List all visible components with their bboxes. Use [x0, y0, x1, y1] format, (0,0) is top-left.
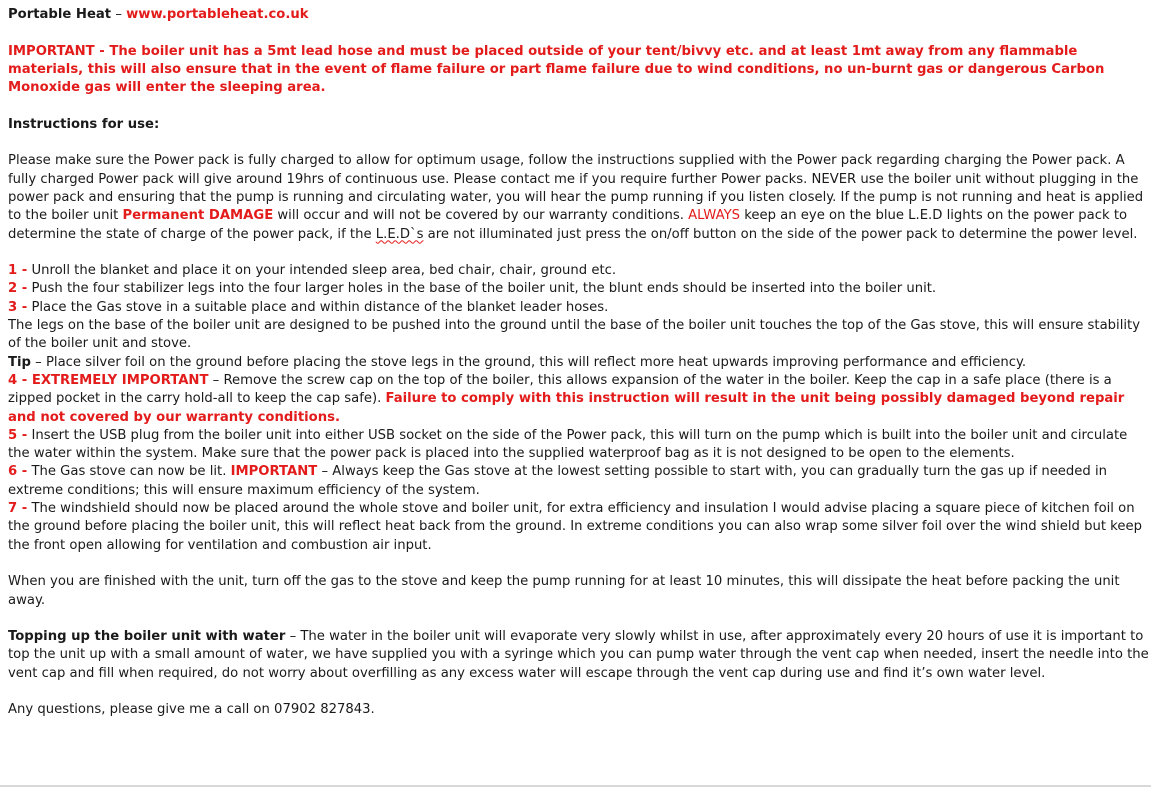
step-2	[8, 280, 1151, 298]
step-5	[8, 427, 1151, 464]
step-6-number: 6 -	[8, 464, 28, 480]
step-1-number: 1 -	[8, 263, 28, 279]
instructions-heading: Instructions for use:	[8, 116, 160, 132]
step-1	[8, 262, 1151, 280]
intro-text-3: keep an eye on the blue L.E.D lights on the power pack to determine the state of charge of the power pack, if the	[8, 208, 1128, 242]
step-3-text: Place the Gas stove in a suitable place and within distance of the blanket leader hoses.	[27, 299, 609, 315]
permanent-damage-warning: Permanent DAMAGE	[122, 208, 274, 224]
step-6-text-a: The Gas stove can now be lit.	[27, 464, 231, 480]
step-3-number: 3 -	[8, 299, 28, 315]
step-4	[8, 372, 1151, 427]
header-line	[8, 6, 1151, 24]
step-7	[8, 500, 1151, 555]
step-6-important: IMPORTANT	[230, 464, 318, 480]
step-4-label: 4 - EXTREMELY IMPORTANT	[8, 372, 209, 388]
step-6-text-b: – Always keep the Gas stove at the lowest setting possible to start with, you can gradually turn the gas up if needed in extreme conditions; this will ensure maximum efficiency of the system.	[8, 464, 1107, 498]
step-4-text: – Remove the screw cap on the top of the boiler, this allows expansion of the water in the boiler. Keep the cap in a safe place (there is a zipped pocket in the carry hold-all to keep the cap safe).	[8, 372, 1112, 407]
step-7-number: 7 -	[8, 501, 28, 517]
step-3	[8, 299, 1151, 317]
tip-text: – Place silver foil on the ground before placing the stove legs in the ground, this will reflect more heat upwards improving performance and efficiency.	[30, 354, 1027, 370]
leds-word: L.E.D`s	[375, 226, 424, 242]
topping-text: – The water in the boiler unit will evaporate very slowly whilst in use, after approximately every 20 hours of use it is important to top the unit up with a small amount of water, we have supplied you with a syringe which you can pump water through the vent cap when needed, insert the needle into the vent cap and fill when required, do not worry about overfilling as any excess water will escape through the vent cap during use and find it’s own water level.	[8, 629, 1149, 681]
step-6	[8, 463, 1151, 500]
finish-paragraph: When you are finished with the unit, turn off the gas to the stove and keep the pump running for at least 10 minutes, this will dissipate the heat before packing the unit away.	[8, 574, 1120, 608]
tip-line	[8, 354, 1151, 372]
brand-name: Portable Heat	[8, 7, 112, 22]
step-7-text: The windshield should now be placed around the whole stove and boiler unit, for extra efficiency and insulation I would advise placing a square piece of kitchen foil on the ground before placing the boiler unit, this will reflect heat back from the ground. In extreme conditions you can also wrap some silver foil over the wind shield but keep the front open allowing for ventilation and combustion air input.	[8, 501, 1142, 553]
step-5-text: Insert the USB plug from the boiler unit into either USB socket on the side of the Power pack, this will turn on the pump which is built into the boiler unit and circulate the water within the system. Make sure that the power pack is placed into the supplied waterproof bag as it is not designed to be open to the elements.	[8, 427, 1128, 462]
header-separator: –	[111, 7, 127, 22]
contact-line: Any questions, please give me a call on 07902 827843.	[8, 702, 375, 718]
intro-paragraph	[8, 152, 1151, 243]
intro-text-1: Please make sure the Power pack is fully charged to allow for optimum usage, follow the instructions supplied with the Power pack regarding charging the Power pack. A fully charged Power pack will give around 19hrs of continuous use. Please contact me if you require further Power packs. NEVER use the boiler unit without plugging in the power pack and ensuring that the pump is running and circulating water, you will hear the pump running if you listen closely. If the pump is not running and heat is applied to the boiler unit	[8, 153, 1144, 224]
important-notice: IMPORTANT - The boiler unit has a 5mt lead hose and must be placed outside of your tent/bivvy etc. and at least 1mt away from any flammable materials, this will also ensure that in the event of flame failure or part flame failure due to wind conditions, no un-burnt gas or dangerous Carbon Monoxide gas will enter the sleeping area.	[8, 43, 1105, 96]
step-2-number: 2 -	[8, 281, 28, 297]
step-5-number: 5 -	[8, 427, 28, 443]
step-1-text: Unroll the blanket and place it on your intended sleep area, bed chair, chair, ground etc.	[27, 263, 617, 279]
topping-label: Topping up the boiler unit with water	[8, 629, 286, 645]
step-2-text: Push the four stabilizer legs into the four larger holes in the base of the boiler unit, the blunt ends should be inserted into the boiler unit.	[27, 281, 937, 297]
step-4-warning: Failure to comply with this instruction will result in the unit being possibly damaged beyond repair and not covered by our warranty conditions.	[8, 391, 1125, 425]
always-word: ALWAYS	[688, 208, 741, 224]
website-link[interactable]: www.portableheat.co.uk	[126, 7, 309, 22]
tip-label: Tip	[8, 354, 31, 370]
intro-text-4: are not illuminated just press the on/off button on the side of the power pack to determine the power level.	[423, 226, 1138, 242]
topping-paragraph	[8, 628, 1151, 683]
legs-note: The legs on the base of the boiler unit are designed to be pushed into the ground until the base of the boiler unit touches the top of the Gas stove, this will ensure stability of the boiler unit and stove.	[8, 318, 1140, 352]
intro-text-2: will occur and will not be covered by our warranty conditions.	[273, 208, 684, 224]
